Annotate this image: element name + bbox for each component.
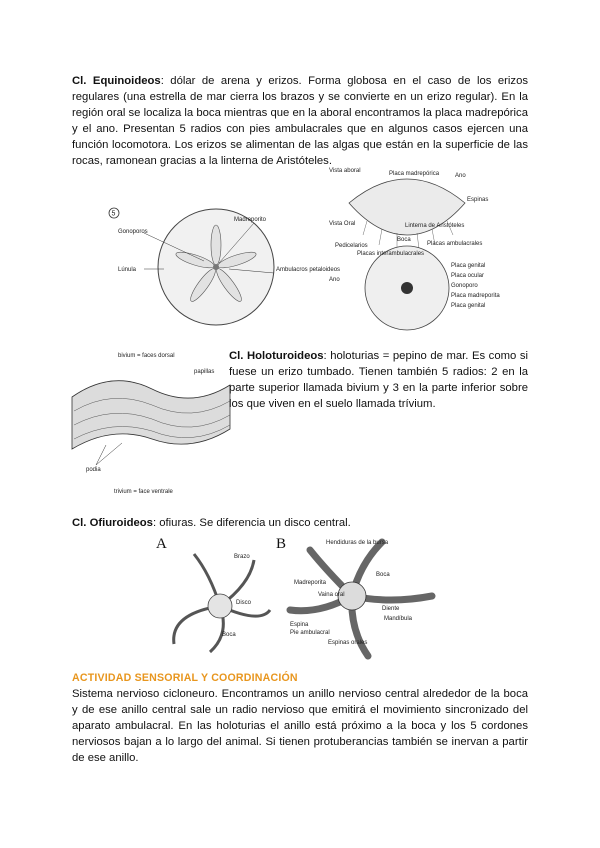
holoturoideos-term: Cl. Holoturoideos: [229, 350, 324, 362]
papillae-label: papillas: [194, 369, 215, 375]
urchin-label-9: Placas interambulacrales: [357, 251, 425, 257]
sea-cucumber-figure: [72, 349, 232, 497]
ofiuroideos-paragraph: [72, 515, 528, 531]
urchin-label-6: Boca: [397, 237, 411, 243]
label-b-1: Madreporita: [294, 580, 327, 586]
urchin-label-8: Placas ambulacrales: [427, 241, 483, 247]
label-a-brazo: Brazo: [234, 554, 250, 560]
section-heading-actividad: ACTIVIDAD SENSORIAL Y COORDINACIÓN: [72, 672, 298, 684]
figure-number: 5: [111, 210, 116, 218]
urchin-label-7: Pedicelarios: [335, 243, 368, 249]
figure-label-b: B: [276, 536, 287, 552]
brittle-star-figure: [150, 534, 440, 659]
trivium-label: trivium = face ventrale: [114, 489, 173, 495]
equinoideos-term: Cl. Equinoideos: [72, 75, 161, 87]
label-b-6: Diente: [382, 606, 400, 612]
ofiuroideos-text: : ofiuras. Se diferencia un disco central.: [152, 517, 351, 529]
urchin-label-5: Linterna de Aristóteles: [405, 223, 465, 229]
urchin-label-14: Placa madreporita: [451, 293, 500, 299]
label-b-7: Mandíbula: [384, 616, 413, 622]
label-b-2: Boca: [376, 572, 390, 578]
label-b-4: Espina: [290, 622, 309, 628]
urchin-label-13: Gonoporo: [451, 283, 478, 289]
urchin-label-0: Vista aboral: [329, 168, 361, 174]
urchin-label-11: Ano: [329, 277, 340, 283]
figure-label-a: A: [156, 536, 167, 552]
urchin-label-12: Placa ocular: [451, 273, 485, 279]
podia-label: podia: [86, 467, 101, 473]
label-b-0: Hendiduras de la bursa: [326, 540, 389, 546]
label-b-3: Vaina oral: [318, 592, 345, 598]
urchin-label-3: Espinas: [467, 197, 489, 203]
label-gonoporos: Gonoporos: [118, 229, 148, 235]
cucumber-body: [72, 381, 230, 449]
urchin-label-4: Vista Oral: [329, 221, 356, 227]
label-a-disco: Disco: [236, 600, 252, 606]
urchin-label-15: Placa genital: [451, 303, 486, 309]
urchin-label-2: Ano: [455, 173, 466, 179]
actividad-paragraph: Sistema nervioso cicloneuro. Encontramos un anillo nervioso central alrededor de la boca y de ese anillo central sale un radio nervioso que emitirá el movimiento sincronizado del aparato ambulacral. En las holoturias el anillo está próximo a la boca y los 5 cordones nerviosos bajan a lo largo del animal. Si tienen protuberancias también se inervan a partir de ese anillo.: [72, 688, 528, 764]
label-lunula: Lúnula: [118, 267, 137, 273]
bivium-label: bivium = faces dorsal: [118, 353, 175, 359]
urchin-label-10: Placa genital: [451, 263, 486, 269]
label-b-5: Pie ambulacral: [290, 630, 330, 636]
label-ambulacros: Ambulacros petaloideos: [276, 267, 341, 273]
label-a-boca: Boca: [222, 632, 236, 638]
urchin-label-1: Placa madrepórica: [389, 171, 440, 177]
equinoideos-paragraph: [72, 73, 528, 169]
holoturoideos-text: : holoturias = pepino de mar. Es como si fuese un erizo tumbado. Tienen también 5 radios: 2 en la parte superior llamada bivium y 3 en la parte inferior sobre los que viven en el suelo llamada trívium.: [229, 350, 528, 410]
ofiuroideos-term: Cl. Ofiuroideos: [72, 517, 153, 529]
equinoideos-text: : dólar de arena y erizos. Forma globosa en el caso de los erizos regulares (una estrella de mar cierra los brazos y se convierte en un erizo regular). En la región oral se localiza la boca mientras que en la aboral encontramos la placa madrepórica y el ano. Presentan 5 radios con pies ambulacrales que en algunos casos ejercen una función locomotora. Los erizos se alimentan de las algas que están en la superficie de las rocas, ramonean gracias a la linterna de Aristóteles.: [72, 75, 528, 167]
sea-urchin-figure: [327, 163, 500, 346]
holoturoideos-paragraph: [229, 348, 528, 412]
label-b-8: Espinas orales: [328, 640, 368, 646]
label-madreporito: Madreporito: [234, 217, 267, 223]
